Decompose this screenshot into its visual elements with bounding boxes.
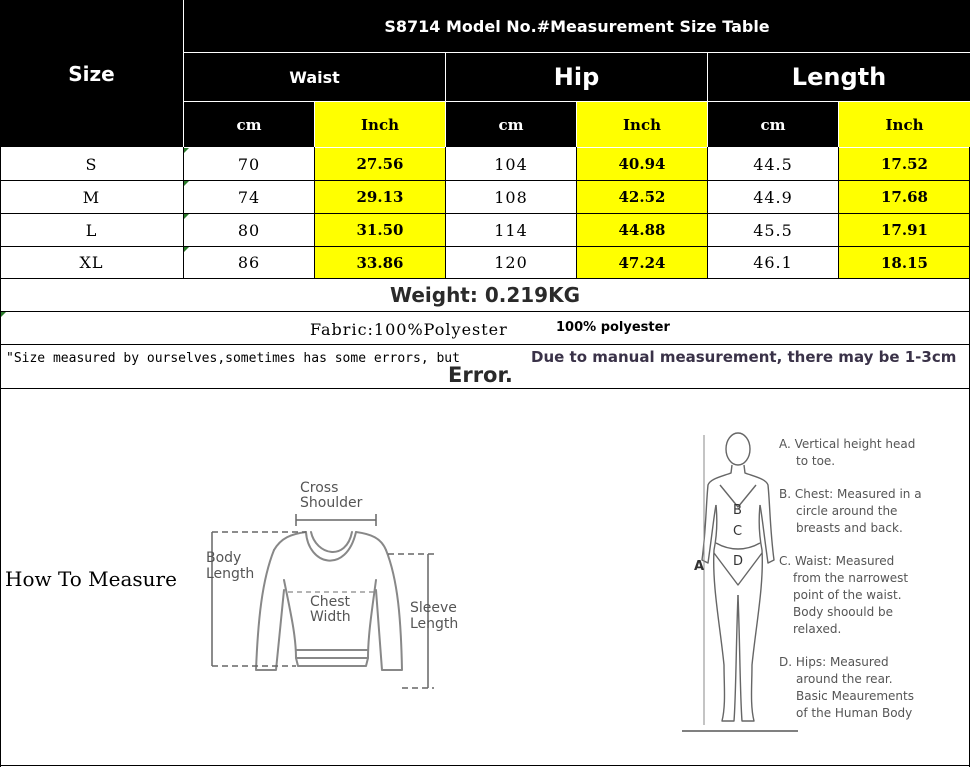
marker-d: D <box>733 554 744 569</box>
row-divider <box>0 388 970 389</box>
waist-cm-value: 80 <box>237 220 261 240</box>
length-cm-value: 44.5 <box>753 154 793 174</box>
length-inch-value: 17.52 <box>881 155 928 173</box>
waist-cm-cell <box>184 148 314 180</box>
hip-header: Hip <box>553 63 600 91</box>
cross-shoulder-label-1: Cross <box>300 480 339 496</box>
cell-corner-mark <box>184 148 189 153</box>
size-value: XL <box>79 253 104 272</box>
waist-cm-cell <box>184 247 314 278</box>
size-header-cell <box>0 0 183 147</box>
size-value: L <box>85 220 98 240</box>
length-header-cell <box>708 53 970 101</box>
unit-cell <box>446 102 576 147</box>
length-cm-value: 44.9 <box>753 187 793 207</box>
marker-b: B <box>733 503 742 518</box>
marker-c: C <box>733 524 743 539</box>
unit-cell <box>184 102 314 147</box>
weight-row <box>1 279 969 311</box>
note-line: breasts and back. <box>796 521 903 535</box>
waist-cm-cell <box>184 181 314 213</box>
note-line: relaxed. <box>793 622 842 636</box>
hip-inch-value: 40.94 <box>618 155 666 173</box>
unit-label: Inch <box>361 115 399 134</box>
size-header-label: Size <box>68 61 115 86</box>
hip-cm-value: 108 <box>494 187 528 207</box>
length-cm-cell <box>708 148 838 180</box>
length-inch-cell <box>839 214 970 246</box>
column-divider <box>445 147 446 278</box>
note-line: point of the waist. <box>793 588 902 602</box>
note-line: A. Vertical height head <box>779 437 916 451</box>
bottom-border <box>0 765 970 766</box>
row-divider <box>0 213 970 214</box>
hip-cm-value: 104 <box>494 154 528 174</box>
waist-inch-cell <box>315 214 445 246</box>
waist-cm-value: 70 <box>237 154 261 174</box>
how-to-measure-label: How To Measure <box>5 567 177 591</box>
note-line: Body shoould be <box>793 605 894 619</box>
column-divider <box>838 147 839 278</box>
unit-label: cm <box>498 115 524 134</box>
note-line: from the narrowest <box>793 571 909 585</box>
column-divider <box>576 147 577 278</box>
hip-inch-value: 42.52 <box>618 188 666 206</box>
hip-inch-cell <box>577 247 707 278</box>
column-divider <box>183 147 184 278</box>
waist-inch-cell <box>315 181 445 213</box>
waist-header: Waist <box>289 67 340 87</box>
hip-cm-value: 114 <box>494 220 528 240</box>
unit-label: cm <box>760 115 786 134</box>
unit-label: Inch <box>623 115 661 134</box>
waist-cm-cell <box>184 214 314 246</box>
length-inch-value: 18.15 <box>881 253 928 272</box>
cell-corner-mark <box>1 312 6 317</box>
size-value: M <box>82 187 101 207</box>
unit-cell <box>708 102 838 147</box>
hip-inch-cell <box>577 148 707 180</box>
cell-corner-mark <box>184 181 189 186</box>
note-line: of the Human Body <box>796 706 913 720</box>
chest-width-label-2: Width <box>310 609 351 625</box>
note-line: around the rear. <box>796 672 893 686</box>
note-line: circle around the <box>796 504 898 518</box>
body-notes <box>779 436 922 722</box>
unit-cell <box>577 102 707 147</box>
unit-cell <box>315 102 445 147</box>
length-header: Length <box>791 63 887 91</box>
cross-shoulder-arrow <box>296 514 376 526</box>
row-divider <box>0 344 970 345</box>
waist-inch-value: 27.56 <box>356 155 404 173</box>
cell-corner-mark <box>184 247 189 252</box>
hip-header-cell <box>446 53 707 101</box>
left-border <box>0 147 1 767</box>
note-line: D. Hips: Measured <box>779 655 889 669</box>
waist-cm-value: 86 <box>237 253 261 272</box>
row-divider <box>0 180 970 181</box>
column-divider <box>707 147 708 278</box>
note-line: C. Waist: Measured <box>779 554 895 568</box>
waist-inch-cell <box>315 247 445 278</box>
sleeve-length-label-2: Length <box>410 616 459 632</box>
sleeve-length-label-1: Sleeve <box>410 600 457 616</box>
size-cell <box>0 247 183 278</box>
unit-cell <box>839 102 970 147</box>
length-inch-cell <box>839 148 970 180</box>
length-cm-cell <box>708 181 838 213</box>
fabric-text: Fabric:100%Polyester <box>310 320 508 339</box>
length-cm-cell <box>708 247 838 278</box>
row-divider <box>0 311 970 312</box>
waist-inch-value: 31.50 <box>356 221 404 239</box>
cell-corner-mark <box>184 214 189 219</box>
note-waist <box>779 553 922 638</box>
row-divider <box>0 246 970 247</box>
size-note-error: Error. <box>448 363 513 387</box>
note-line: to toe. <box>796 454 836 468</box>
size-cell <box>0 214 183 246</box>
waist-inch-value: 29.13 <box>356 188 404 206</box>
size-cell <box>0 148 183 180</box>
chest-width-label-1: Chest <box>310 594 351 610</box>
size-note: "Size measured by ourselves,sometimes has some errors, but <box>6 351 460 366</box>
length-inch-cell <box>839 181 970 213</box>
note-hips <box>779 654 922 722</box>
size-cell <box>0 181 183 213</box>
hip-cm-cell <box>446 214 576 246</box>
length-cm-value: 46.1 <box>753 253 793 272</box>
waist-inch-cell <box>315 148 445 180</box>
waist-header-cell <box>184 53 445 101</box>
human-figure <box>702 433 774 721</box>
hip-inch-value: 44.88 <box>618 221 666 239</box>
column-divider <box>314 147 315 278</box>
note-line: B. Chest: Measured in a <box>779 487 922 501</box>
note-chest <box>779 486 922 537</box>
weight-text: Weight: 0.219KG <box>389 283 581 307</box>
length-inch-value: 17.68 <box>881 188 928 206</box>
length-cm-value: 45.5 <box>753 220 793 240</box>
size-value: S <box>85 154 98 174</box>
hip-cm-cell <box>446 247 576 278</box>
marker-a: A <box>694 559 705 574</box>
size-note-overlay: Due to manual measurement, there may be 1-3cm <box>531 348 957 366</box>
hip-cm-value: 120 <box>494 253 528 272</box>
hip-cm-cell <box>446 148 576 180</box>
waist-inch-value: 33.86 <box>356 253 404 272</box>
body-length-label-2: Length <box>206 566 255 582</box>
note-height <box>779 436 922 470</box>
length-cm-cell <box>708 214 838 246</box>
length-inch-value: 17.91 <box>881 221 928 239</box>
length-inch-cell <box>839 247 970 278</box>
hip-cm-cell <box>446 181 576 213</box>
hip-inch-cell <box>577 214 707 246</box>
waist-cm-value: 74 <box>237 187 261 207</box>
table-title-cell <box>184 0 970 52</box>
hip-inch-value: 47.24 <box>618 253 666 272</box>
garment-diagram <box>196 470 466 700</box>
cross-shoulder-label-2: Shoulder <box>300 495 363 511</box>
unit-label: Inch <box>885 115 924 134</box>
hip-inch-cell <box>577 181 707 213</box>
body-length-label-1: Body <box>206 550 242 566</box>
unit-label: cm <box>236 115 262 134</box>
table-title: S8714 Model No.#Measurement Size Table <box>384 16 770 36</box>
fabric-note: 100% polyester <box>556 320 670 335</box>
note-line: Basic Meaurements <box>796 689 914 703</box>
